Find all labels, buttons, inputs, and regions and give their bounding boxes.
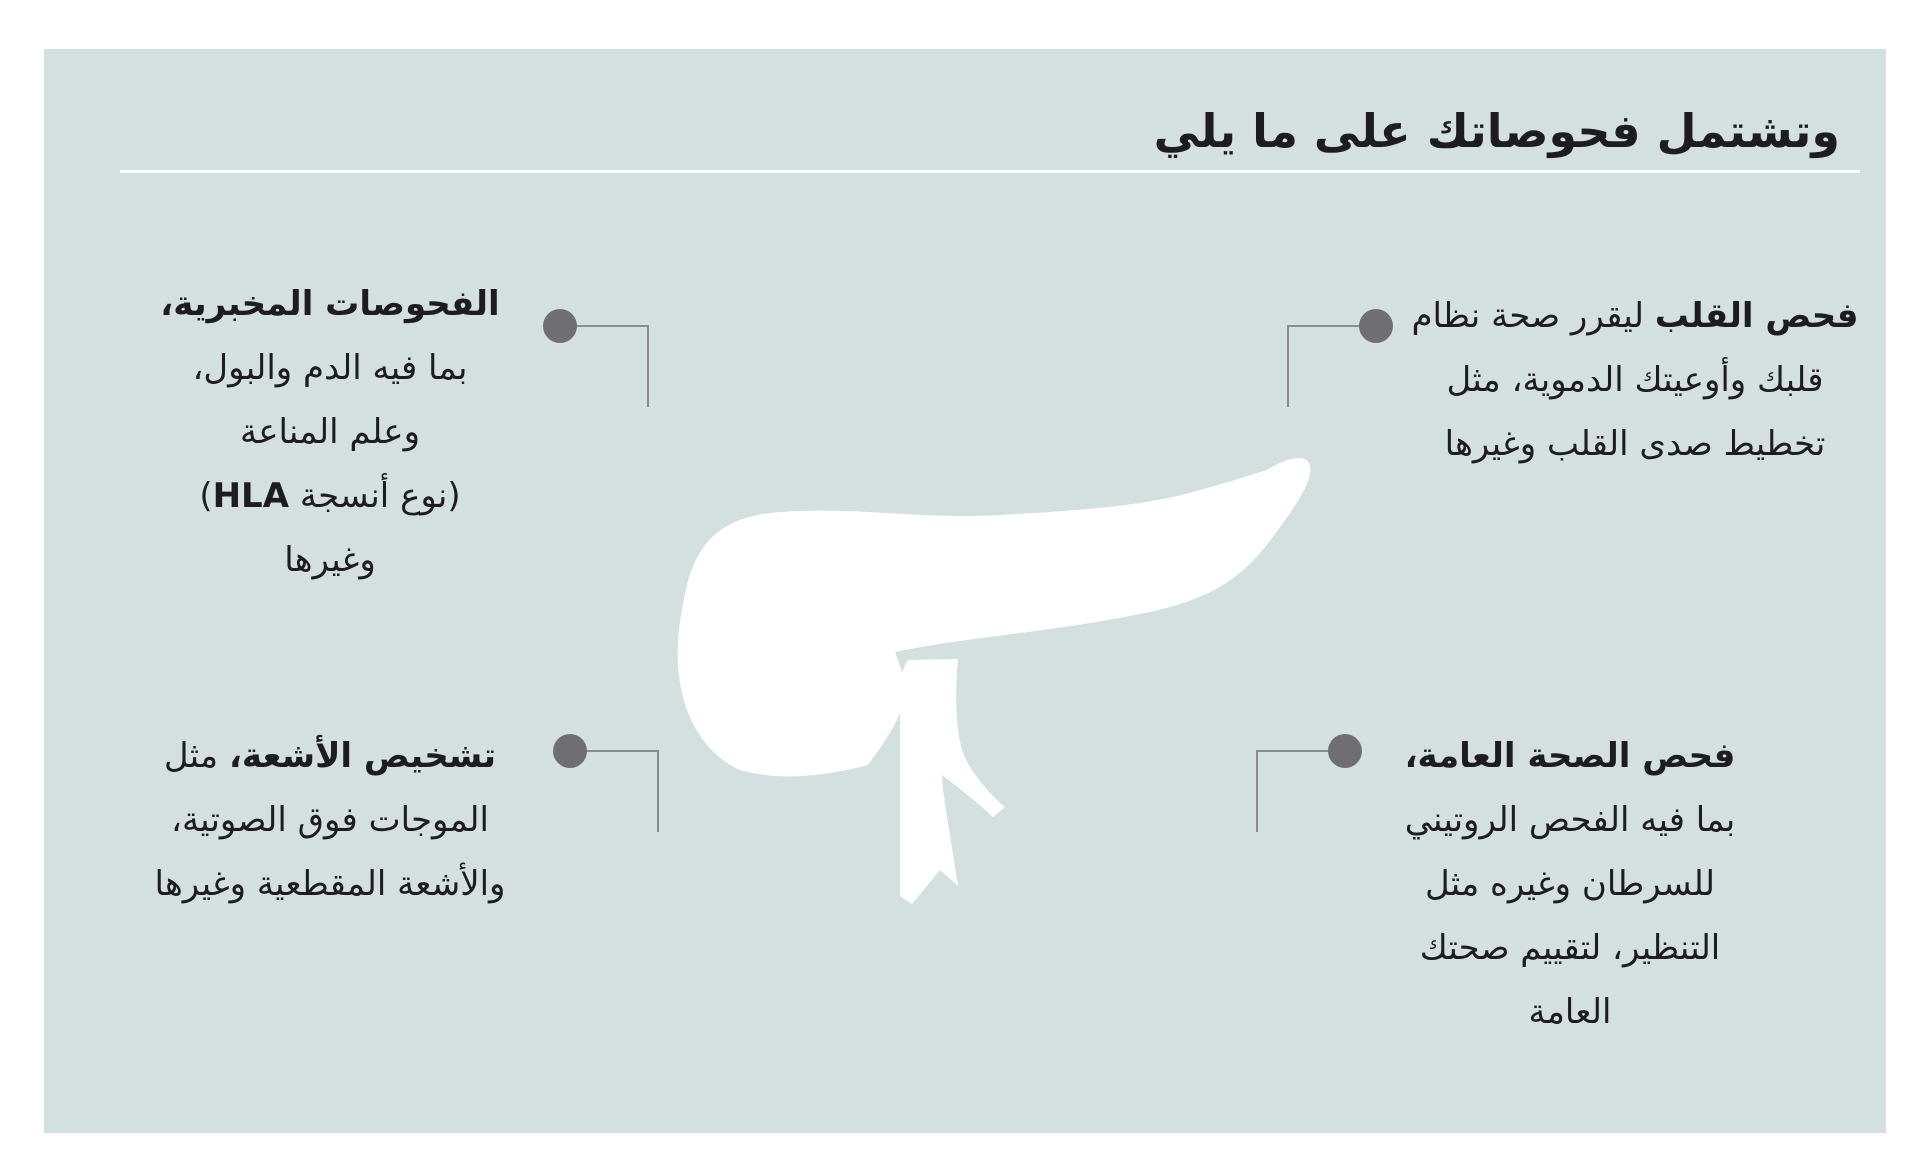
pancreas-body: [678, 458, 1311, 776]
heart-exam-line3: تخطيط صدى القلب وغيرها: [1444, 424, 1826, 464]
heart-connector: [1288, 326, 1376, 407]
pancreas-duct: [900, 659, 1005, 904]
heart-exam-text: [1395, 284, 1875, 476]
general-health-heading: [1330, 724, 1810, 788]
imaging-line1-text: مثل: [163, 736, 229, 776]
general-health-line2: للسرطان وغيره مثل: [1425, 864, 1715, 904]
lab-tests-line2: وعلم المناعة: [240, 412, 420, 452]
hla-label: HLA: [212, 476, 290, 516]
heart-marker: [1359, 309, 1393, 343]
heart-exam-heading: فحص القلب: [1654, 296, 1859, 336]
lab-tests-line3: [110, 464, 550, 528]
lab-tests-line3-open: (نوع أنسجة: [289, 476, 461, 516]
lab-tests-heading: [110, 272, 550, 336]
imaging-line3: والأشعة المقطعية وغيرها: [154, 864, 506, 904]
general-health-line3: التنظير، لتقييم صحتك: [1419, 928, 1721, 968]
general-health-heading-text: فحص الصحة العامة،: [1404, 736, 1736, 776]
heart-exam-line2: قلبك وأوعيتك الدموية، مثل: [1446, 360, 1824, 400]
general-health-line1: بما فيه الفحص الروتيني: [1404, 800, 1736, 840]
heart-exam-line1-text: ليقرر صحة نظام: [1411, 296, 1655, 336]
imaging-heading: تشخيص الأشعة،: [228, 736, 497, 776]
lab-tests-line4: وغيرها: [284, 540, 376, 580]
general-health-line4: العامة: [1528, 992, 1612, 1032]
imaging-line2: الموجات فوق الصوتية،: [170, 800, 489, 840]
imaging-line1: [100, 724, 560, 788]
heart-exam-line1: [1395, 284, 1875, 348]
imaging-text: [100, 724, 560, 916]
lab-tests-line3-close: ): [199, 476, 213, 516]
page-title: وتشتمل فحوصاتك على ما يلي: [1153, 104, 1840, 158]
imaging-connector: [570, 751, 658, 832]
lab-tests-text: [110, 272, 550, 592]
lab-tests-line1: بما فيه الدم والبول،: [192, 348, 468, 388]
general-health-text: [1330, 724, 1810, 1044]
lab-tests-heading-text: الفحوصات المخبرية،: [160, 284, 500, 324]
pancreas-icon: [678, 458, 1311, 904]
lab-connector: [560, 326, 648, 407]
